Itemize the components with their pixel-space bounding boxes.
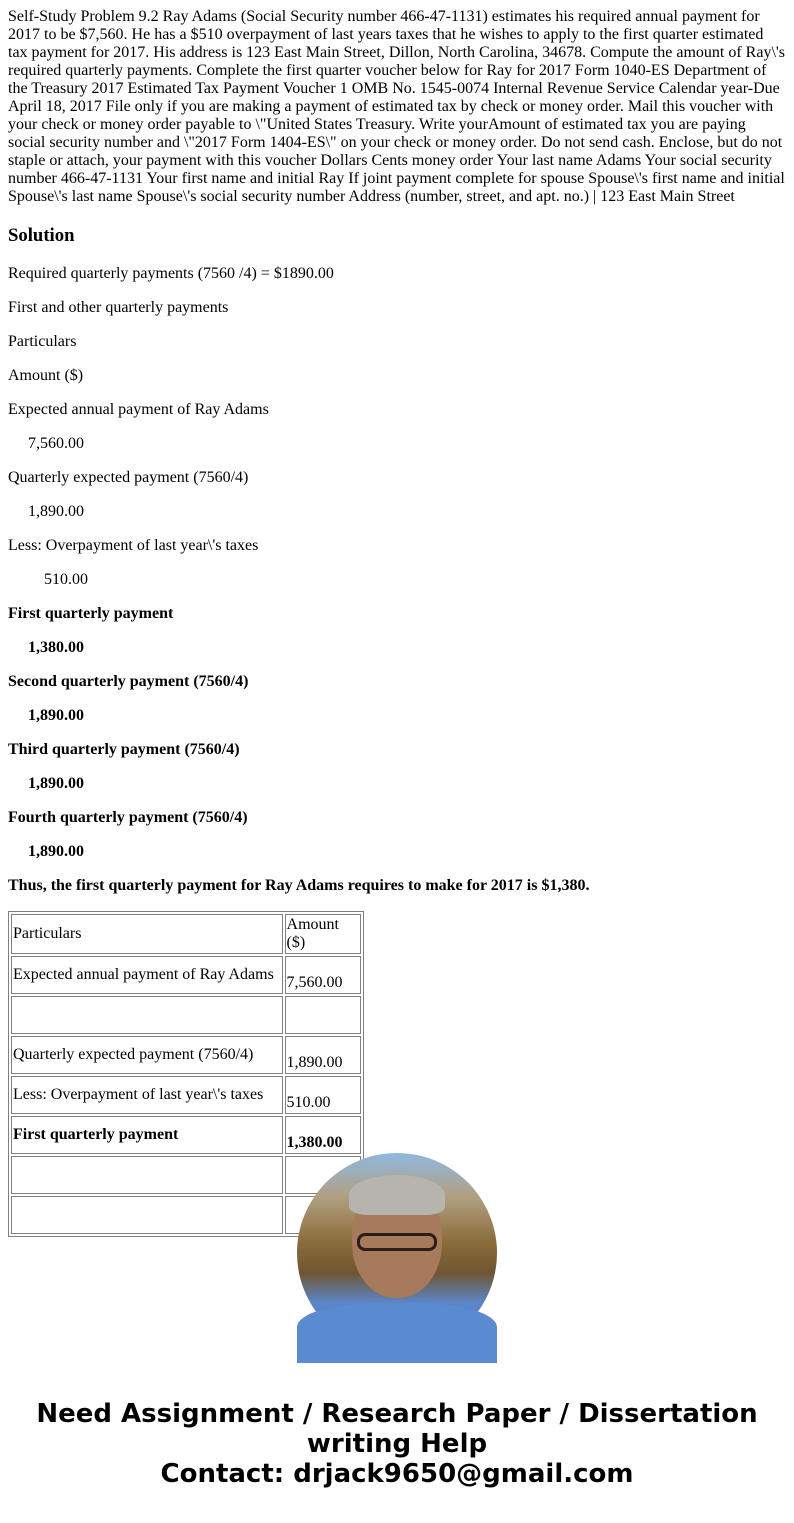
row-amount: 1,380.00 xyxy=(285,1116,361,1154)
solution-line: 1,890.00 xyxy=(28,775,84,792)
question-text: Self-Study Problem 9.2 Ray Adams (Social Security number 466-47-1131) estimates his required annual payment for 2017 to be $7,560. He has a $510 overpayment of last years taxes that he wishes to apply to the first quarter estimated tax payment for 2017. His address is 123 East Main Street, Dillon, North Carolina, 34678. Compute the amount of Ray\'s required quarterly payments. Complete the first quarter voucher below for Ray for 2017 Form 1040-ES Department of the Treasury 2017 Estimated Tax Payment Voucher 1 OMB No. 1545-0074 Internal Revenue Service Calendar year-Due April 18, 2017 File only if you are making a payment of estimated tax by check or money order. Mail this voucher with your check or money order payable to \"United States Treasury. Write yourAmount of estimated tax you are paying social security number and \"2017 Form 1404-ES\" on your check or money order. Do not send cash. Enclose, but do not staple or attach, your payment with this voucher Dollars Cents money order Your last name Adams Your social security number 466-47-1131 Your first name and initial Ray If joint payment complete for spouse Spouse\'s first name and initial Spouse\'s last name Spouse\'s social security number Address (number, street, and apt. no.) | 123 East Main Street xyxy=(8,8,785,205)
row-label: Less: Overpayment of last year\'s taxes xyxy=(11,1076,283,1114)
table-separator xyxy=(11,1156,361,1194)
solution-line: Particulars xyxy=(8,333,77,350)
row-label: Expected annual payment of Ray Adams xyxy=(11,956,283,994)
row-amount: 510.00 xyxy=(285,1076,361,1114)
table-row xyxy=(11,956,361,994)
solution-table xyxy=(8,911,364,1237)
header-particulars: Particulars xyxy=(11,914,283,954)
promo-banner xyxy=(8,1399,786,1489)
table-header-row xyxy=(11,914,361,954)
row-label: Quarterly expected payment (7560/4) xyxy=(11,1036,283,1074)
table-separator xyxy=(11,996,361,1034)
solution-line: Less: Overpayment of last year\'s taxes xyxy=(8,537,259,554)
table-row xyxy=(11,1116,361,1154)
glasses-icon xyxy=(357,1233,437,1251)
row-amount: 7,560.00 xyxy=(285,956,361,994)
solution-line: Third quarterly payment (7560/4) xyxy=(8,741,240,758)
solution-line: 7,560.00 xyxy=(28,435,84,452)
solution-line: Expected annual payment of Ray Adams xyxy=(8,401,269,418)
solution-line: Fourth quarterly payment (7560/4) xyxy=(8,809,248,826)
solution-lines xyxy=(8,265,786,895)
solution-line: Amount ($) xyxy=(8,367,84,384)
solution-line: First and other quarterly payments xyxy=(8,299,229,316)
row-label: First quarterly payment xyxy=(11,1116,283,1154)
solution-line: 1,890.00 xyxy=(28,843,84,860)
table-row xyxy=(11,1036,361,1074)
solution-line: 1,890.00 xyxy=(28,503,84,520)
solution-heading: Solution xyxy=(8,225,75,246)
table-row xyxy=(11,1076,361,1114)
solution-line: 510.00 xyxy=(44,571,88,588)
solution-line: Quarterly expected payment (7560/4) xyxy=(8,469,249,486)
solution-table-container xyxy=(8,911,786,1151)
row-amount: 1,890.00 xyxy=(285,1036,361,1074)
header-amount: Amount ($) xyxy=(285,914,361,954)
solution-line: Second quarterly payment (7560/4) xyxy=(8,673,249,690)
solution-line: Thus, the first quarterly payment for Ray Adams requires to make for 2017 is $1,380. xyxy=(8,877,590,894)
promo-contact: Contact: drjack9650@gmail.com xyxy=(160,1459,634,1489)
solution-line: First quarterly payment xyxy=(8,605,174,622)
solution-line: 1,890.00 xyxy=(28,707,84,724)
solution-line: Required quarterly payments (7560 /4) = $1890.00 xyxy=(8,265,334,282)
author-photo xyxy=(297,1153,497,1353)
promo-line: Need Assignment / Research Paper / Dissertation writing Help xyxy=(36,1399,758,1459)
solution-line: 1,380.00 xyxy=(28,639,84,656)
